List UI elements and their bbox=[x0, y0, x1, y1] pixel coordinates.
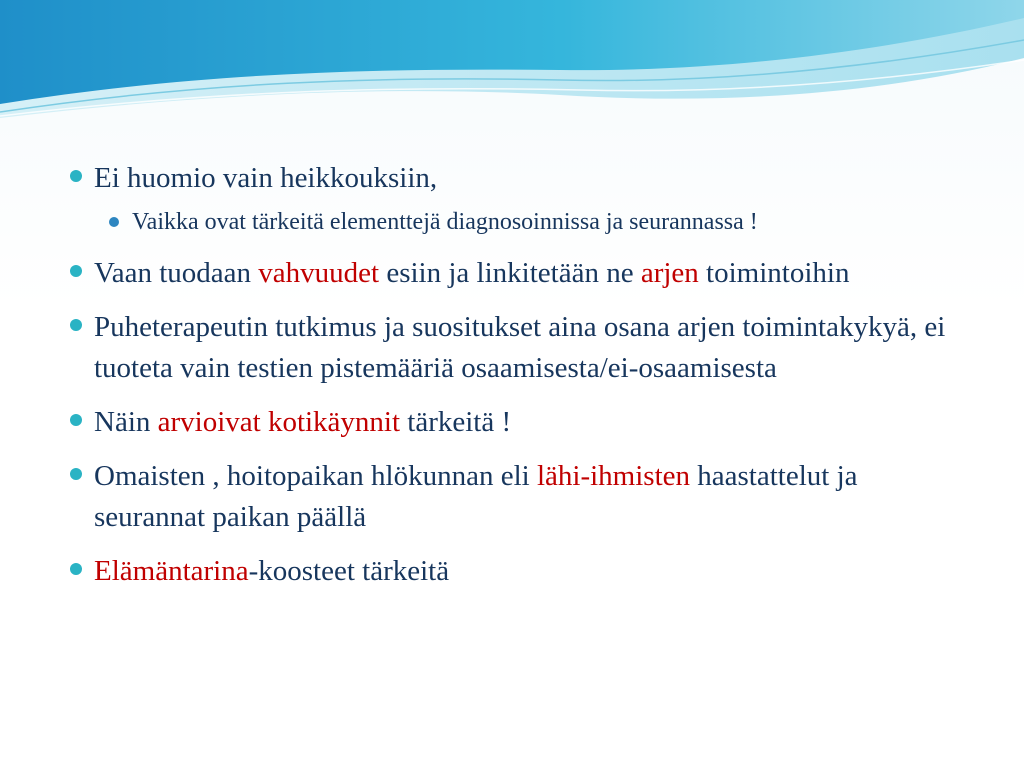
bullet-item bbox=[70, 158, 970, 240]
bullet-item bbox=[70, 402, 970, 443]
bullet-text: toimintoihin bbox=[698, 257, 850, 289]
highlight-text: vahvuudet bbox=[258, 257, 380, 289]
bullet-text: haastattelut ja seurannat paikan päällä bbox=[94, 460, 858, 533]
bullet-text: Näin bbox=[94, 406, 158, 438]
bullet-item bbox=[70, 253, 970, 294]
bullet-dot-icon bbox=[70, 170, 82, 182]
highlight-text: arjen bbox=[640, 257, 699, 289]
bullet-dot-icon bbox=[70, 265, 82, 277]
bullet-text: Vaan tuodaan bbox=[94, 257, 259, 289]
bullet-list bbox=[70, 158, 970, 592]
slide-content bbox=[70, 158, 970, 605]
bullet-text: esiin ja linkitetään ne bbox=[379, 257, 641, 289]
bullet-item bbox=[70, 551, 970, 592]
sub-bullet-text: Vaikka ovat tärkeitä elementtejä diagnosoinnissa ja seurannassa ! bbox=[132, 209, 758, 235]
sub-bullet-item bbox=[108, 205, 970, 240]
bullet-item bbox=[70, 307, 970, 389]
bullet-text: tärkeitä ! bbox=[400, 406, 512, 438]
bullet-dot-icon bbox=[70, 468, 82, 480]
bullet-text: Omaisten , hoitopaikan hlökunnan eli bbox=[94, 460, 537, 492]
wave-decoration bbox=[0, 0, 1024, 130]
sub-bullet-list bbox=[108, 205, 970, 240]
bullet-item bbox=[70, 456, 970, 538]
highlight-text: arvioivat kotikäynnit bbox=[157, 406, 401, 438]
bullet-dot-icon bbox=[109, 217, 119, 227]
bullet-text: -koosteet tärkeitä bbox=[248, 555, 450, 587]
bullet-dot-icon bbox=[70, 414, 82, 426]
bullet-dot-icon bbox=[70, 563, 82, 575]
highlight-text: Elämäntarina bbox=[94, 555, 249, 587]
highlight-text: lähi-ihmisten bbox=[536, 460, 691, 492]
bullet-dot-icon bbox=[70, 319, 82, 331]
bullet-text: Ei huomio vain heikkouksiin, bbox=[94, 162, 438, 194]
bullet-text: Puheterapeutin tutkimus ja suositukset aina osana arjen toimintakykyä, ei tuoteta vain testien pistemääriä osaamisesta/ei-osaamisesta bbox=[94, 311, 946, 384]
